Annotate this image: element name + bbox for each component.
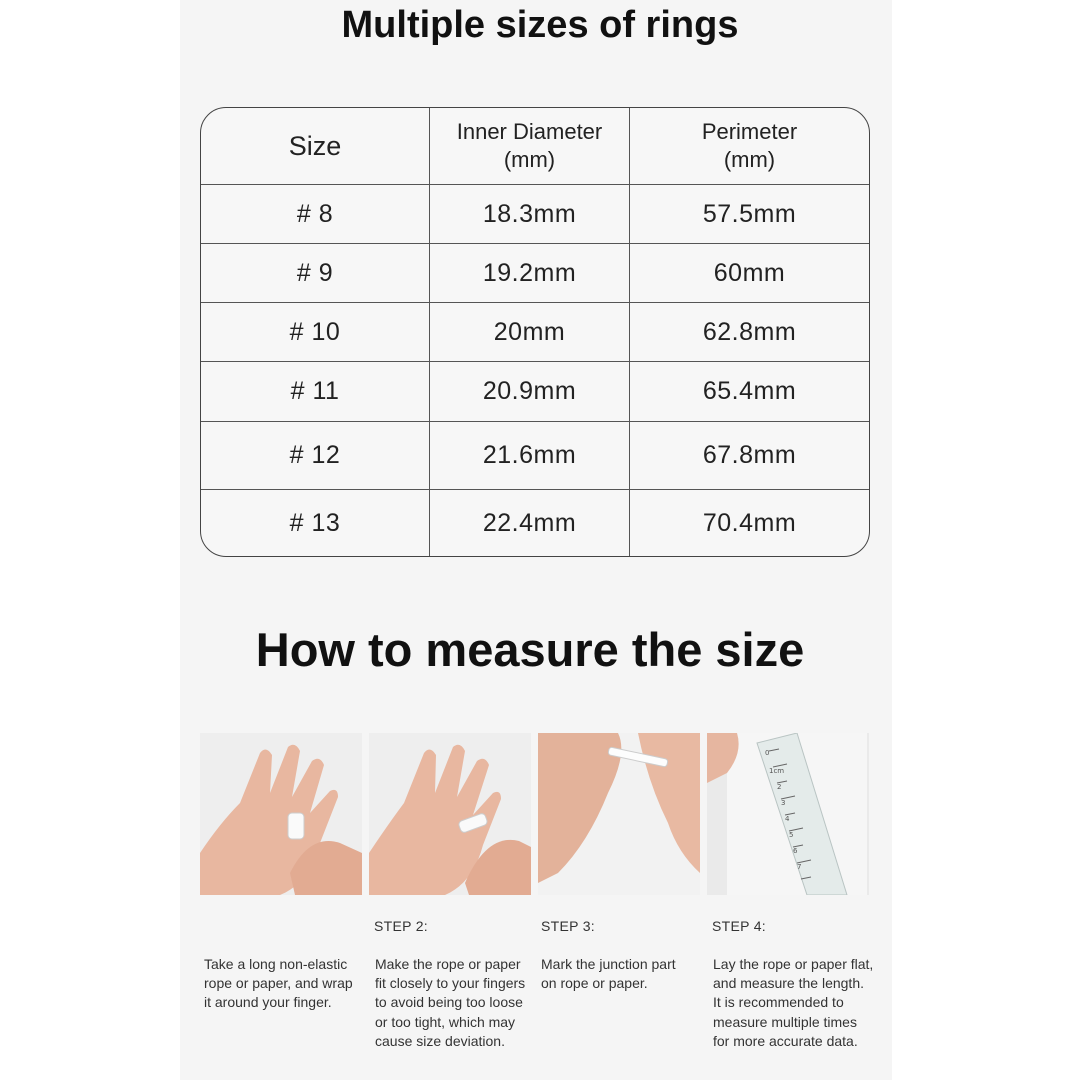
header-perimeter-label: Perimeter (701, 119, 798, 144)
description-line: It is recommended to (713, 994, 844, 1011)
perimeter-cell: 67.8mm (702, 441, 797, 469)
header-inner-diameter-unit: (mm) (503, 147, 556, 172)
ruler-tick-label: 2 (777, 783, 782, 791)
table-row (201, 490, 869, 556)
description-line: and measure the length. (713, 975, 864, 992)
ruler-tick-label: 0 (765, 749, 770, 757)
header-inner-diameter-label: Inner Diameter (456, 119, 603, 144)
description-line: for more accurate data. (713, 1032, 858, 1049)
inner-diameter-cell: 21.6mm (482, 441, 577, 469)
header-size: Size (288, 131, 342, 161)
perimeter-cell: 62.8mm (702, 317, 797, 346)
size-cell: # 9 (296, 258, 334, 287)
ruler-tick-label: 4 (785, 815, 790, 823)
perimeter-cell: 60mm (713, 258, 786, 287)
table-header (201, 108, 869, 185)
table-row (201, 362, 869, 422)
sizes-title: Multiple sizes of rings (341, 4, 739, 46)
step-4-label: STEP 4: (712, 918, 766, 934)
step-2-label: STEP 2: (374, 918, 428, 934)
table-row (201, 303, 869, 362)
description-line: measure multiple times (713, 1013, 857, 1030)
description-line: to avoid being too loose (375, 994, 523, 1011)
table-row (201, 244, 869, 303)
inner-diameter-cell: 22.4mm (482, 508, 577, 537)
header-perimeter-unit: (mm) (723, 147, 776, 172)
description-line: Lay the rope or paper flat, (713, 956, 874, 972)
measure-title: How to measure the size (255, 623, 805, 676)
inner-diameter-cell: 20.9mm (482, 377, 577, 405)
step-2-photo (369, 733, 531, 895)
description-line: cause size deviation. (375, 1032, 505, 1049)
ruler-tick-label: 6 (793, 847, 798, 855)
perimeter-cell: 57.5mm (702, 199, 797, 228)
size-cell: # 12 (289, 441, 341, 469)
header-perimeter (630, 108, 869, 184)
perimeter-cell: 65.4mm (702, 377, 797, 405)
size-cell: # 8 (296, 199, 334, 228)
size-cell: # 11 (290, 377, 340, 405)
size-table (200, 107, 870, 557)
table-row (201, 185, 869, 244)
description-line: it around your finger. (204, 994, 332, 1011)
inner-diameter-cell: 20mm (493, 317, 566, 346)
step-2-description (375, 955, 537, 1051)
table-row (201, 422, 869, 490)
description-line: Mark the junction part (541, 956, 676, 972)
inner-diameter-cell: 18.3mm (482, 199, 577, 228)
ruler-tick-label: 5 (789, 831, 794, 839)
header-inner-diameter (430, 108, 629, 184)
perimeter-cell: 70.4mm (702, 508, 797, 537)
size-cell: # 13 (289, 508, 341, 537)
step-3-description (541, 955, 706, 993)
step-3-label: STEP 3: (541, 918, 595, 934)
ruler-tick-label: 7 (797, 863, 802, 871)
description-line: fit closely to your fingers (375, 975, 526, 992)
step-4-photo (707, 733, 869, 895)
step-1-photo (200, 733, 362, 895)
description-line: on rope or paper. (541, 975, 648, 992)
step-4-description (713, 955, 878, 1051)
description-line: Make the rope or paper (375, 956, 521, 972)
ruler-tick-label: 1cm (769, 767, 785, 775)
description-line: or too tight, which may (375, 1013, 516, 1030)
step-3-photo (538, 733, 700, 895)
ruler-tick-label: 3 (781, 799, 786, 807)
description-line: Take a long non-elastic (204, 956, 348, 972)
size-cell: # 10 (289, 317, 341, 346)
description-line: rope or paper, and wrap (204, 975, 353, 992)
inner-diameter-cell: 19.2mm (482, 258, 577, 287)
step-1-description (204, 955, 369, 1013)
